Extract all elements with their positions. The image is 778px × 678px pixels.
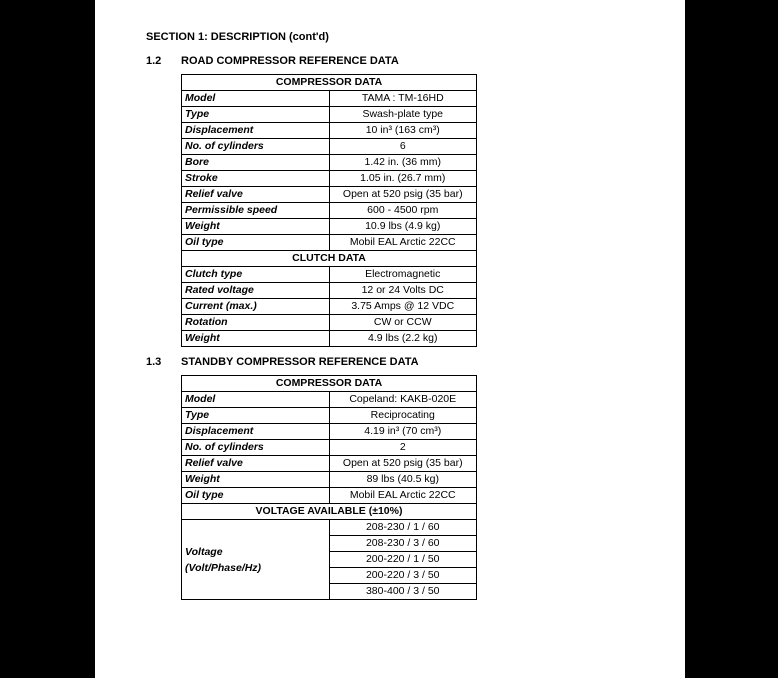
spec-value: Electromagnetic — [329, 267, 477, 283]
spec-value: 4.19 in³ (70 cm³) — [329, 424, 477, 440]
table-row — [182, 472, 477, 488]
section-1-3-number: 1.3 — [146, 356, 162, 368]
spec-label: Rotation — [182, 315, 330, 331]
table-row — [182, 440, 477, 456]
spec-label: Type — [182, 408, 330, 424]
spec-value: CW or CCW — [329, 315, 477, 331]
voltage-label-line-2: (Volt/Phase/Hz) — [185, 561, 262, 574]
spec-value: Open at 520 psig (35 bar) — [329, 456, 477, 472]
section-title: SECTION 1: DESCRIPTION (cont'd) — [146, 31, 329, 43]
spec-value: Copeland: KAKB-020E — [329, 392, 477, 408]
table-row — [182, 424, 477, 440]
table-row — [182, 299, 477, 315]
table-row — [182, 267, 477, 283]
spec-label: Model — [182, 91, 330, 107]
spec-label: Rated voltage — [182, 283, 330, 299]
section-1-2-title: ROAD COMPRESSOR REFERENCE DATA — [181, 55, 399, 67]
spec-value: 600 - 4500 rpm — [329, 203, 477, 219]
spec-value: 4.9 lbs (2.2 kg) — [329, 331, 477, 347]
table-row — [182, 408, 477, 424]
spec-value: 3.75 Amps @ 12 VDC — [329, 299, 477, 315]
spec-label: Clutch type — [182, 267, 330, 283]
table-row — [182, 520, 477, 536]
spec-value: 1.42 in. (36 mm) — [329, 155, 477, 171]
spec-value: 10 in³ (163 cm³) — [329, 123, 477, 139]
table-row — [182, 123, 477, 139]
road-compressor-table — [181, 74, 477, 347]
table-row — [182, 251, 477, 267]
voltage-value: 200-220 / 3 / 50 — [329, 568, 477, 584]
table-row — [182, 504, 477, 520]
spec-value: Mobil EAL Arctic 22CC — [329, 488, 477, 504]
spec-label: Current (max.) — [182, 299, 330, 315]
section-1-2-number: 1.2 — [146, 55, 162, 67]
table-row — [182, 315, 477, 331]
compressor-data-header: COMPRESSOR DATA — [182, 75, 477, 91]
table-row — [182, 392, 477, 408]
table-header-row — [182, 376, 477, 392]
table-row — [182, 187, 477, 203]
spec-label: No. of cylinders — [182, 139, 330, 155]
table-header-row — [182, 75, 477, 91]
table-row — [182, 107, 477, 123]
spec-label: Displacement — [182, 424, 330, 440]
spec-label: Relief valve — [182, 187, 330, 203]
voltage-value: 200-220 / 1 / 50 — [329, 552, 477, 568]
table-section-header: VOLTAGE AVAILABLE (±10%) — [182, 504, 477, 520]
table-row — [182, 155, 477, 171]
spec-value: Mobil EAL Arctic 22CC — [329, 235, 477, 251]
table-row — [182, 331, 477, 347]
spec-value: 10.9 lbs (4.9 kg) — [329, 219, 477, 235]
spec-label: Relief valve — [182, 456, 330, 472]
road-compressor-table-body — [182, 75, 477, 347]
spec-value: 2 — [329, 440, 477, 456]
spec-value: 6 — [329, 139, 477, 155]
table-row — [182, 139, 477, 155]
compressor-data-header: COMPRESSOR DATA — [182, 376, 477, 392]
table-row — [182, 171, 477, 187]
spec-label: Weight — [182, 219, 330, 235]
spec-label: Oil type — [182, 488, 330, 504]
spec-label: Type — [182, 107, 330, 123]
spec-label: Weight — [182, 472, 330, 488]
document-page — [95, 0, 685, 678]
table-row — [182, 219, 477, 235]
spec-value: TAMA : TM-16HD — [329, 91, 477, 107]
voltage-value: 208-230 / 3 / 60 — [329, 536, 477, 552]
table-row — [182, 283, 477, 299]
spec-label: Weight — [182, 331, 330, 347]
spec-label: Permissible speed — [182, 203, 330, 219]
table-row — [182, 235, 477, 251]
spec-value: 12 or 24 Volts DC — [329, 283, 477, 299]
spec-label: Oil type — [182, 235, 330, 251]
voltage-value: 208-230 / 1 / 60 — [329, 520, 477, 536]
voltage-label-line-1: Voltage — [185, 545, 223, 558]
table-section-header: CLUTCH DATA — [182, 251, 477, 267]
section-1-3-title: STANDBY COMPRESSOR REFERENCE DATA — [181, 356, 419, 368]
spec-label: No. of cylinders — [182, 440, 330, 456]
spec-label: Stroke — [182, 171, 330, 187]
spec-value: Open at 520 psig (35 bar) — [329, 187, 477, 203]
spec-label: Model — [182, 392, 330, 408]
voltage-label — [182, 520, 330, 600]
table-row — [182, 91, 477, 107]
spec-label: Displacement — [182, 123, 330, 139]
spec-value: 89 lbs (40.5 kg) — [329, 472, 477, 488]
spec-value: 1.05 in. (26.7 mm) — [329, 171, 477, 187]
standby-compressor-table — [181, 375, 477, 600]
spec-value: Swash-plate type — [329, 107, 477, 123]
spec-label: Bore — [182, 155, 330, 171]
table-row — [182, 456, 477, 472]
table-row — [182, 203, 477, 219]
table-row — [182, 488, 477, 504]
standby-compressor-table-body — [182, 376, 477, 600]
voltage-value: 380-400 / 3 / 50 — [329, 584, 477, 600]
spec-value: Reciprocating — [329, 408, 477, 424]
